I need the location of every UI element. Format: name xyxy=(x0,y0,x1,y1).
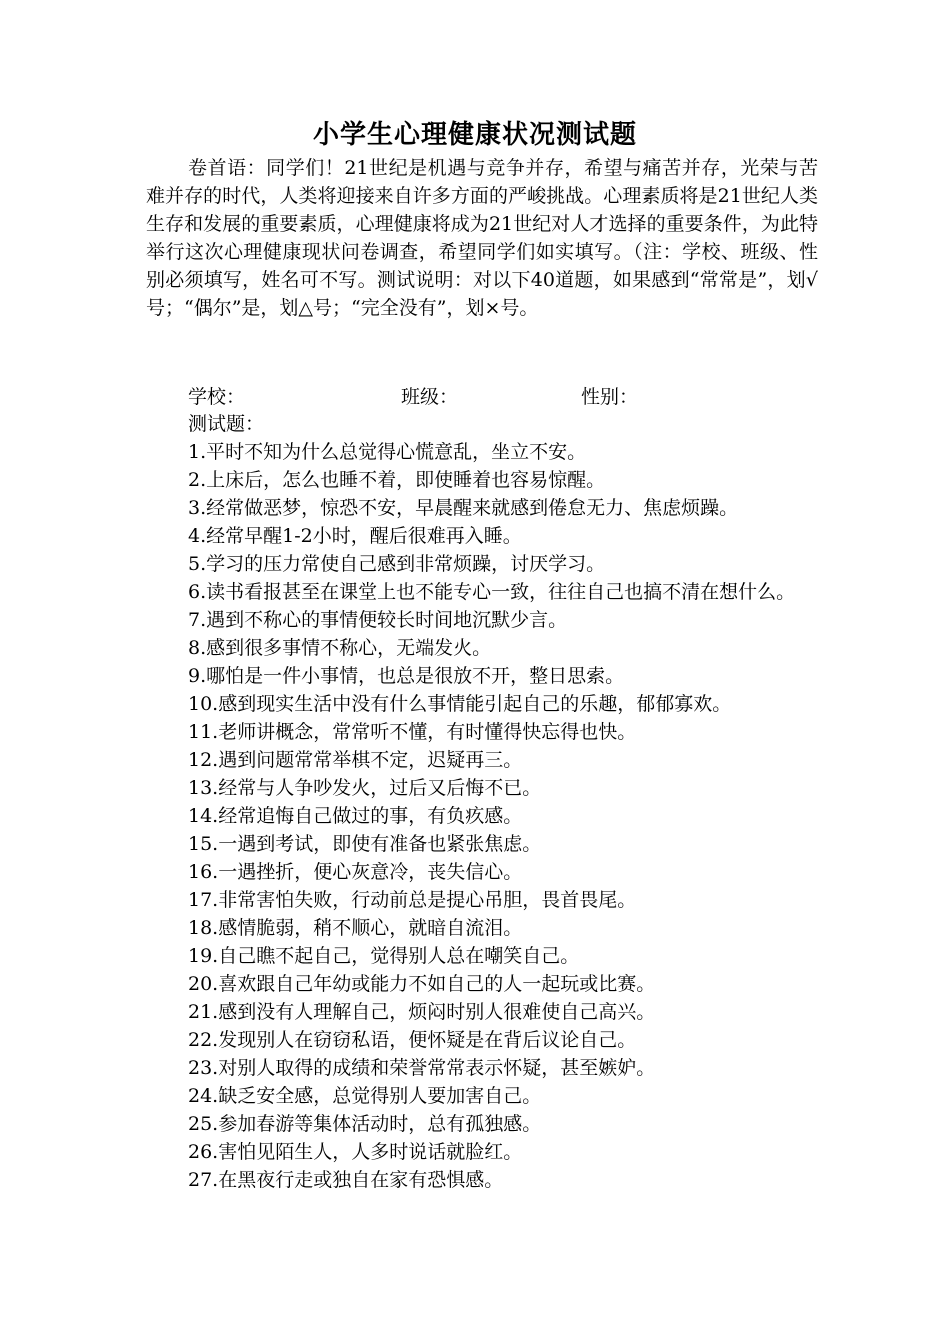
question-item: 27.在黑夜行走或独自在家有恐惧感。 xyxy=(188,1169,504,1191)
intro-text: 卷首语：同学们！21世纪是机遇与竞争并存，希望与痛苦并存，光荣与苦难并存的时代，人类将迎接来自许多方面的严峻挑战。心理素质将是21世纪人类生存和发展的重要素质，心理健康将成为21世纪对人才选择的重要条件，为此特举行这次心理健康现状问卷调查，希望同学们如实填写。（注：学校、班级、性别必须填写，姓名可不写。测试说明：对以下40道题，如果感到“常常是”，划√号；“偶尔”是，划△号；“完全没有”，划×号。 xyxy=(146,157,818,319)
info-fields xyxy=(188,383,788,411)
gender-field-label: 性别： xyxy=(581,386,639,408)
question-item: 21.感到没有人理解自己，烦闷时别人很难使自己高兴。 xyxy=(188,1001,656,1023)
question-item: 2.上床后，怎么也睡不着，即使睡着也容易惊醒。 xyxy=(188,469,606,491)
question-item: 9.哪怕是一件小事情，也总是很放不开，整日思索。 xyxy=(188,665,625,687)
question-item: 17.非常害怕失败，行动前总是提心吊胆，畏首畏尾。 xyxy=(188,889,637,911)
question-item: 24.缺乏安全感，总觉得别人要加害自己。 xyxy=(188,1085,542,1107)
question-item: 16.一遇挫折，便心灰意冷，丧失信心。 xyxy=(188,861,523,883)
question-item: 14.经常追悔自己做过的事，有负疚感。 xyxy=(188,805,523,827)
intro-paragraph xyxy=(146,154,818,322)
question-list xyxy=(146,438,818,1194)
question-item: 20.喜欢跟自己年幼或能力不如自己的人一起玩或比赛。 xyxy=(188,973,656,995)
question-item: 23.对别人取得的成绩和荣誉常常表示怀疑，甚至嫉妒。 xyxy=(188,1057,656,1079)
question-item: 19.自己瞧不起自己，觉得别人总在嘲笑自己。 xyxy=(188,945,580,967)
question-item: 7.遇到不称心的事情便较长时间地沉默少言。 xyxy=(188,609,568,631)
class-field-label: 班级： xyxy=(401,386,459,408)
question-item: 10.感到现实生活中没有什么事情能引起自己的乐趣，郁郁寡欢。 xyxy=(188,693,732,715)
question-item: 25.参加春游等集体活动时，总有孤独感。 xyxy=(188,1113,542,1135)
question-item: 11.老师讲概念，常常听不懂，有时懂得快忘得也快。 xyxy=(188,721,637,743)
questions-heading: 测试题： xyxy=(188,413,265,435)
question-item: 13.经常与人争吵发火，过后又后悔不已。 xyxy=(188,777,542,799)
question-item: 6.读书看报甚至在课堂上也不能专心一致，往往自己也搞不清在想什么。 xyxy=(188,581,796,603)
question-item: 26.害怕见陌生人，人多时说话就脸红。 xyxy=(188,1141,523,1163)
question-item: 5.学习的压力常使自己感到非常烦躁，讨厌学习。 xyxy=(188,553,606,575)
question-item: 8.感到很多事情不称心，无端发火。 xyxy=(188,637,492,659)
school-field-label: 学校： xyxy=(188,386,246,408)
question-item: 15.一遇到考试，即使有准备也紧张焦虑。 xyxy=(188,833,542,855)
question-item: 18.感情脆弱，稍不顺心，就暗自流泪。 xyxy=(188,917,523,939)
question-item: 3.经常做恶梦，惊恐不安，早晨醒来就感到倦怠无力、焦虑烦躁。 xyxy=(188,497,739,519)
question-item: 4.经常早醒1-2小时，醒后很难再入睡。 xyxy=(188,525,522,547)
document-title: 小学生心理健康状况测试题 xyxy=(312,120,637,150)
question-item: 22.发现别人在窃窃私语，便怀疑是在背后议论自己。 xyxy=(188,1029,637,1051)
question-item: 1.平时不知为什么总觉得心慌意乱，坐立不安。 xyxy=(188,441,587,463)
question-item: 12.遇到问题常常举棋不定，迟疑再三。 xyxy=(188,749,523,771)
